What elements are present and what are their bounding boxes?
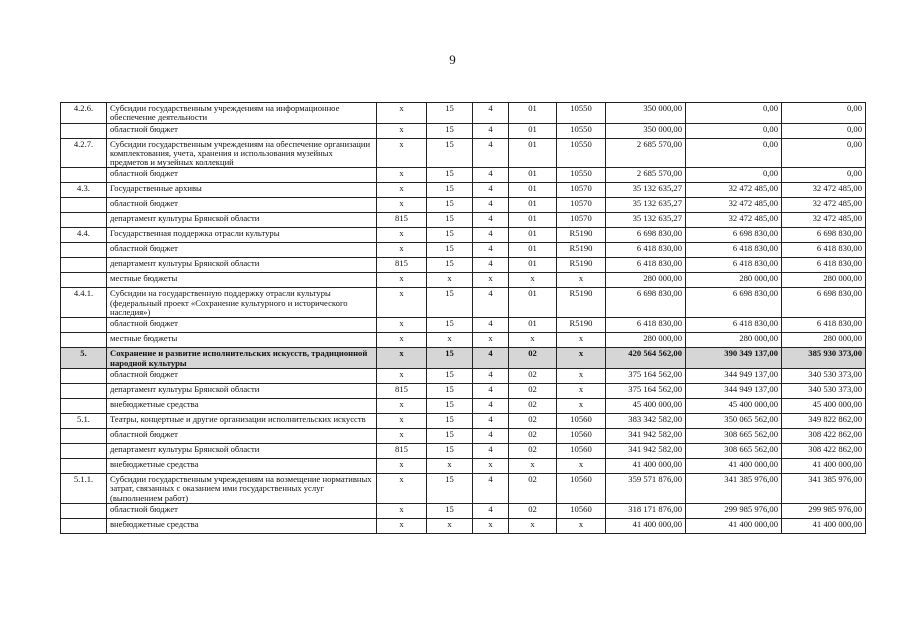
row-number-cell <box>61 258 107 273</box>
code-cell-3: 4 <box>473 258 509 273</box>
row-name-cell: Государственные архивы <box>107 183 377 198</box>
code-cell-1: x <box>377 428 427 443</box>
code-cell-2: 15 <box>427 383 473 398</box>
code-cell-2: 15 <box>427 138 473 168</box>
amount-cell-1: 6 698 830,00 <box>606 288 686 318</box>
row-number-cell <box>61 198 107 213</box>
code-cell-5: R5190 <box>557 288 606 318</box>
code-cell-5: 10570 <box>557 213 606 228</box>
amount-cell-3: 0,00 <box>782 123 866 138</box>
row-number-cell: 4.4. <box>61 228 107 243</box>
code-cell-4: 01 <box>509 183 557 198</box>
table-body <box>61 103 866 534</box>
amount-cell-3: 0,00 <box>782 168 866 183</box>
amount-cell-1: 35 132 635,27 <box>606 213 686 228</box>
code-cell-1: x <box>377 228 427 243</box>
amount-cell-2: 280 000,00 <box>686 333 782 348</box>
table-row <box>61 518 866 533</box>
table-row <box>61 398 866 413</box>
row-number-cell <box>61 318 107 333</box>
amount-cell-1: 41 400 000,00 <box>606 518 686 533</box>
amount-cell-1: 6 418 830,00 <box>606 318 686 333</box>
code-cell-5: x <box>557 273 606 288</box>
code-cell-2: 15 <box>427 443 473 458</box>
code-cell-1: x <box>377 243 427 258</box>
amount-cell-3: 308 422 862,00 <box>782 428 866 443</box>
code-cell-2: x <box>427 333 473 348</box>
code-cell-2: x <box>427 458 473 473</box>
code-cell-2: 15 <box>427 348 473 369</box>
row-name-cell: департамент культуры Брянской области <box>107 443 377 458</box>
code-cell-4: x <box>509 273 557 288</box>
amount-cell-3: 6 698 830,00 <box>782 228 866 243</box>
row-number-cell <box>61 428 107 443</box>
row-name-cell: Субсидии государственным учреждениям на информационное обеспечение деятельности <box>107 103 377 124</box>
row-number-cell <box>61 368 107 383</box>
amount-cell-1: 375 164 562,00 <box>606 368 686 383</box>
code-cell-2: 15 <box>427 243 473 258</box>
code-cell-5: 10550 <box>557 168 606 183</box>
table-row <box>61 228 866 243</box>
amount-cell-1: 45 400 000,00 <box>606 398 686 413</box>
code-cell-1: x <box>377 273 427 288</box>
amount-cell-2: 32 472 485,00 <box>686 213 782 228</box>
table-row <box>61 383 866 398</box>
code-cell-1: x <box>377 103 427 124</box>
amount-cell-3: 32 472 485,00 <box>782 198 866 213</box>
code-cell-4: x <box>509 333 557 348</box>
code-cell-1: x <box>377 288 427 318</box>
code-cell-4: 02 <box>509 443 557 458</box>
code-cell-4: 01 <box>509 258 557 273</box>
code-cell-4: 01 <box>509 138 557 168</box>
amount-cell-3: 32 472 485,00 <box>782 213 866 228</box>
amount-cell-2: 299 985 976,00 <box>686 503 782 518</box>
table-row <box>61 503 866 518</box>
code-cell-2: 15 <box>427 123 473 138</box>
code-cell-4: 01 <box>509 318 557 333</box>
code-cell-4: 01 <box>509 228 557 243</box>
code-cell-3: x <box>473 458 509 473</box>
amount-cell-3: 6 418 830,00 <box>782 318 866 333</box>
amount-cell-2: 390 349 137,00 <box>686 348 782 369</box>
row-name-cell: Сохранение и развитие исполнительских искусств, традиционной народной культуры <box>107 348 377 369</box>
amount-cell-1: 341 942 582,00 <box>606 428 686 443</box>
amount-cell-1: 375 164 562,00 <box>606 383 686 398</box>
code-cell-3: 4 <box>473 213 509 228</box>
amount-cell-3: 32 472 485,00 <box>782 183 866 198</box>
row-number-cell: 5.1. <box>61 413 107 428</box>
table-row <box>61 443 866 458</box>
row-name-cell: областной бюджет <box>107 428 377 443</box>
table-row <box>61 273 866 288</box>
code-cell-1: 815 <box>377 443 427 458</box>
table-row <box>61 428 866 443</box>
amount-cell-2: 341 385 976,00 <box>686 473 782 503</box>
table-row <box>61 198 866 213</box>
row-name-cell: областной бюджет <box>107 368 377 383</box>
amount-cell-1: 41 400 000,00 <box>606 458 686 473</box>
code-cell-5: 10550 <box>557 123 606 138</box>
code-cell-5: x <box>557 383 606 398</box>
table-row <box>61 103 866 124</box>
row-number-cell <box>61 168 107 183</box>
code-cell-3: 4 <box>473 318 509 333</box>
amount-cell-1: 350 000,00 <box>606 123 686 138</box>
amount-cell-1: 359 571 876,00 <box>606 473 686 503</box>
table-row <box>61 348 866 369</box>
amount-cell-3: 385 930 373,00 <box>782 348 866 369</box>
code-cell-5: 10550 <box>557 138 606 168</box>
amount-cell-2: 344 949 137,00 <box>686 368 782 383</box>
code-cell-2: 15 <box>427 198 473 213</box>
amount-cell-1: 6 418 830,00 <box>606 258 686 273</box>
code-cell-2: 15 <box>427 473 473 503</box>
code-cell-4: 02 <box>509 383 557 398</box>
code-cell-5: x <box>557 518 606 533</box>
row-name-cell: внебюджетные средства <box>107 518 377 533</box>
amount-cell-2: 308 665 562,00 <box>686 428 782 443</box>
row-number-cell: 5.1.1. <box>61 473 107 503</box>
amount-cell-2: 308 665 562,00 <box>686 443 782 458</box>
code-cell-5: 10550 <box>557 103 606 124</box>
row-name-cell: департамент культуры Брянской области <box>107 213 377 228</box>
code-cell-3: 4 <box>473 228 509 243</box>
code-cell-2: x <box>427 273 473 288</box>
code-cell-5: x <box>557 458 606 473</box>
code-cell-5: x <box>557 398 606 413</box>
amount-cell-3: 41 400 000,00 <box>782 458 866 473</box>
code-cell-1: x <box>377 503 427 518</box>
amount-cell-1: 35 132 635,27 <box>606 198 686 213</box>
table-row <box>61 333 866 348</box>
amount-cell-1: 2 685 570,00 <box>606 168 686 183</box>
amount-cell-2: 6 698 830,00 <box>686 228 782 243</box>
code-cell-4: 02 <box>509 413 557 428</box>
code-cell-4: x <box>509 458 557 473</box>
row-number-cell: 4.2.7. <box>61 138 107 168</box>
code-cell-3: 4 <box>473 428 509 443</box>
code-cell-4: 01 <box>509 168 557 183</box>
row-number-cell <box>61 383 107 398</box>
code-cell-1: x <box>377 518 427 533</box>
row-name-cell: Субсидии государственным учреждениям на возмещение нормативных затрат, связанных с оказанием ими государственных услуг (выполнением работ) <box>107 473 377 503</box>
code-cell-1: 815 <box>377 213 427 228</box>
code-cell-2: 15 <box>427 228 473 243</box>
code-cell-1: x <box>377 333 427 348</box>
row-number-cell <box>61 123 107 138</box>
code-cell-2: 15 <box>427 183 473 198</box>
row-number-cell <box>61 273 107 288</box>
code-cell-4: 01 <box>509 243 557 258</box>
code-cell-3: 4 <box>473 383 509 398</box>
amount-cell-2: 32 472 485,00 <box>686 198 782 213</box>
code-cell-4: 01 <box>509 213 557 228</box>
amount-cell-1: 6 698 830,00 <box>606 228 686 243</box>
amount-cell-3: 280 000,00 <box>782 333 866 348</box>
amount-cell-2: 6 698 830,00 <box>686 288 782 318</box>
code-cell-4: 01 <box>509 103 557 124</box>
row-name-cell: областной бюджет <box>107 503 377 518</box>
row-name-cell: Театры, концертные и другие организации исполнительских искусств <box>107 413 377 428</box>
amount-cell-1: 6 418 830,00 <box>606 243 686 258</box>
code-cell-5: 10570 <box>557 198 606 213</box>
amount-cell-2: 0,00 <box>686 103 782 124</box>
row-name-cell: областной бюджет <box>107 198 377 213</box>
amount-cell-2: 0,00 <box>686 123 782 138</box>
code-cell-3: 4 <box>473 183 509 198</box>
row-name-cell: департамент культуры Брянской области <box>107 383 377 398</box>
code-cell-1: x <box>377 168 427 183</box>
row-number-cell <box>61 213 107 228</box>
code-cell-1: 815 <box>377 258 427 273</box>
code-cell-2: 15 <box>427 288 473 318</box>
code-cell-1: x <box>377 123 427 138</box>
code-cell-2: 15 <box>427 368 473 383</box>
code-cell-3: 4 <box>473 443 509 458</box>
code-cell-5: 10560 <box>557 413 606 428</box>
code-cell-5: R5190 <box>557 318 606 333</box>
amount-cell-1: 280 000,00 <box>606 273 686 288</box>
table-row <box>61 288 866 318</box>
code-cell-2: 15 <box>427 503 473 518</box>
amount-cell-2: 6 418 830,00 <box>686 243 782 258</box>
row-name-cell: областной бюджет <box>107 123 377 138</box>
table-row <box>61 473 866 503</box>
row-name-cell: Государственная поддержка отрасли культуры <box>107 228 377 243</box>
amount-cell-1: 2 685 570,00 <box>606 138 686 168</box>
code-cell-1: x <box>377 473 427 503</box>
code-cell-5: R5190 <box>557 258 606 273</box>
amount-cell-3: 280 000,00 <box>782 273 866 288</box>
table-row <box>61 243 866 258</box>
table-row <box>61 368 866 383</box>
code-cell-2: 15 <box>427 168 473 183</box>
code-cell-3: 4 <box>473 413 509 428</box>
code-cell-5: 10560 <box>557 428 606 443</box>
code-cell-2: x <box>427 518 473 533</box>
table-row <box>61 168 866 183</box>
row-name-cell: внебюджетные средства <box>107 458 377 473</box>
table-row <box>61 183 866 198</box>
row-name-cell: внебюджетные средства <box>107 398 377 413</box>
row-name-cell: департамент культуры Брянской области <box>107 258 377 273</box>
amount-cell-3: 299 985 976,00 <box>782 503 866 518</box>
code-cell-2: 15 <box>427 428 473 443</box>
table-row <box>61 318 866 333</box>
row-number-cell <box>61 443 107 458</box>
code-cell-3: x <box>473 273 509 288</box>
code-cell-3: 4 <box>473 398 509 413</box>
amount-cell-2: 0,00 <box>686 168 782 183</box>
table-row <box>61 413 866 428</box>
code-cell-4: 01 <box>509 198 557 213</box>
code-cell-5: 10560 <box>557 443 606 458</box>
amount-cell-3: 41 400 000,00 <box>782 518 866 533</box>
amount-cell-2: 32 472 485,00 <box>686 183 782 198</box>
code-cell-3: 4 <box>473 348 509 369</box>
table-row <box>61 258 866 273</box>
amount-cell-2: 41 400 000,00 <box>686 518 782 533</box>
row-name-cell: Субсидии государственным учреждениям на обеспечение организации комплектования, учета, хранения и использования музейных предметов и музейных коллекций <box>107 138 377 168</box>
amount-cell-2: 350 065 562,00 <box>686 413 782 428</box>
code-cell-5: 10570 <box>557 183 606 198</box>
amount-cell-2: 6 418 830,00 <box>686 318 782 333</box>
amount-cell-3: 6 418 830,00 <box>782 258 866 273</box>
table-row <box>61 123 866 138</box>
amount-cell-1: 383 342 582,00 <box>606 413 686 428</box>
code-cell-4: 01 <box>509 123 557 138</box>
code-cell-5: 10560 <box>557 503 606 518</box>
row-name-cell: областной бюджет <box>107 243 377 258</box>
code-cell-5: x <box>557 348 606 369</box>
amount-cell-1: 35 132 635,27 <box>606 183 686 198</box>
row-number-cell: 4.3. <box>61 183 107 198</box>
code-cell-4: 02 <box>509 398 557 413</box>
code-cell-3: 4 <box>473 103 509 124</box>
amount-cell-3: 340 530 373,00 <box>782 368 866 383</box>
amount-cell-2: 41 400 000,00 <box>686 458 782 473</box>
code-cell-3: 4 <box>473 473 509 503</box>
code-cell-5: 10560 <box>557 473 606 503</box>
code-cell-4: 02 <box>509 368 557 383</box>
row-name-cell: областной бюджет <box>107 318 377 333</box>
row-number-cell <box>61 503 107 518</box>
code-cell-2: 15 <box>427 213 473 228</box>
amount-cell-3: 308 422 862,00 <box>782 443 866 458</box>
code-cell-1: x <box>377 138 427 168</box>
code-cell-1: x <box>377 413 427 428</box>
code-cell-1: 815 <box>377 383 427 398</box>
amount-cell-2: 280 000,00 <box>686 273 782 288</box>
code-cell-2: 15 <box>427 398 473 413</box>
code-cell-1: x <box>377 183 427 198</box>
row-name-cell: местные бюджеты <box>107 273 377 288</box>
code-cell-3: 4 <box>473 503 509 518</box>
code-cell-1: x <box>377 398 427 413</box>
code-cell-4: 02 <box>509 428 557 443</box>
row-number-cell: 5. <box>61 348 107 369</box>
amount-cell-3: 45 400 000,00 <box>782 398 866 413</box>
row-name-cell: областной бюджет <box>107 168 377 183</box>
amount-cell-1: 420 564 562,00 <box>606 348 686 369</box>
amount-cell-1: 341 942 582,00 <box>606 443 686 458</box>
code-cell-4: 02 <box>509 473 557 503</box>
amount-cell-1: 350 000,00 <box>606 103 686 124</box>
budget-table <box>60 102 866 534</box>
code-cell-3: 4 <box>473 168 509 183</box>
row-name-cell: Субсидии на государственную поддержку отрасли культуры (федеральный проект «Сохранение культурного и исторического наследия») <box>107 288 377 318</box>
code-cell-1: x <box>377 318 427 333</box>
code-cell-4: 01 <box>509 288 557 318</box>
row-number-cell <box>61 518 107 533</box>
code-cell-4: 02 <box>509 348 557 369</box>
amount-cell-3: 0,00 <box>782 103 866 124</box>
code-cell-1: x <box>377 348 427 369</box>
row-number-cell <box>61 243 107 258</box>
row-number-cell <box>61 333 107 348</box>
amount-cell-1: 318 171 876,00 <box>606 503 686 518</box>
code-cell-3: 4 <box>473 123 509 138</box>
code-cell-5: R5190 <box>557 228 606 243</box>
row-number-cell: 4.2.6. <box>61 103 107 124</box>
row-name-cell: местные бюджеты <box>107 333 377 348</box>
amount-cell-3: 340 530 373,00 <box>782 383 866 398</box>
code-cell-1: x <box>377 198 427 213</box>
code-cell-3: x <box>473 333 509 348</box>
amount-cell-2: 0,00 <box>686 138 782 168</box>
row-number-cell <box>61 398 107 413</box>
row-number-cell <box>61 458 107 473</box>
amount-cell-3: 6 698 830,00 <box>782 288 866 318</box>
code-cell-3: 4 <box>473 198 509 213</box>
amount-cell-2: 45 400 000,00 <box>686 398 782 413</box>
code-cell-2: 15 <box>427 103 473 124</box>
amount-cell-1: 280 000,00 <box>606 333 686 348</box>
amount-cell-3: 6 418 830,00 <box>782 243 866 258</box>
code-cell-5: x <box>557 368 606 383</box>
amount-cell-3: 341 385 976,00 <box>782 473 866 503</box>
table-row <box>61 138 866 168</box>
code-cell-3: 4 <box>473 243 509 258</box>
code-cell-3: 4 <box>473 138 509 168</box>
code-cell-4: 02 <box>509 503 557 518</box>
page-number: 9 <box>449 52 456 67</box>
code-cell-2: 15 <box>427 413 473 428</box>
amount-cell-2: 344 949 137,00 <box>686 383 782 398</box>
amount-cell-3: 349 822 862,00 <box>782 413 866 428</box>
code-cell-1: x <box>377 368 427 383</box>
code-cell-3: 4 <box>473 288 509 318</box>
code-cell-2: 15 <box>427 318 473 333</box>
row-number-cell: 4.4.1. <box>61 288 107 318</box>
code-cell-5: R5190 <box>557 243 606 258</box>
code-cell-2: 15 <box>427 258 473 273</box>
code-cell-3: x <box>473 518 509 533</box>
table-row <box>61 458 866 473</box>
code-cell-4: x <box>509 518 557 533</box>
amount-cell-3: 0,00 <box>782 138 866 168</box>
code-cell-5: x <box>557 333 606 348</box>
amount-cell-2: 6 418 830,00 <box>686 258 782 273</box>
code-cell-3: 4 <box>473 368 509 383</box>
table-row <box>61 213 866 228</box>
code-cell-1: x <box>377 458 427 473</box>
